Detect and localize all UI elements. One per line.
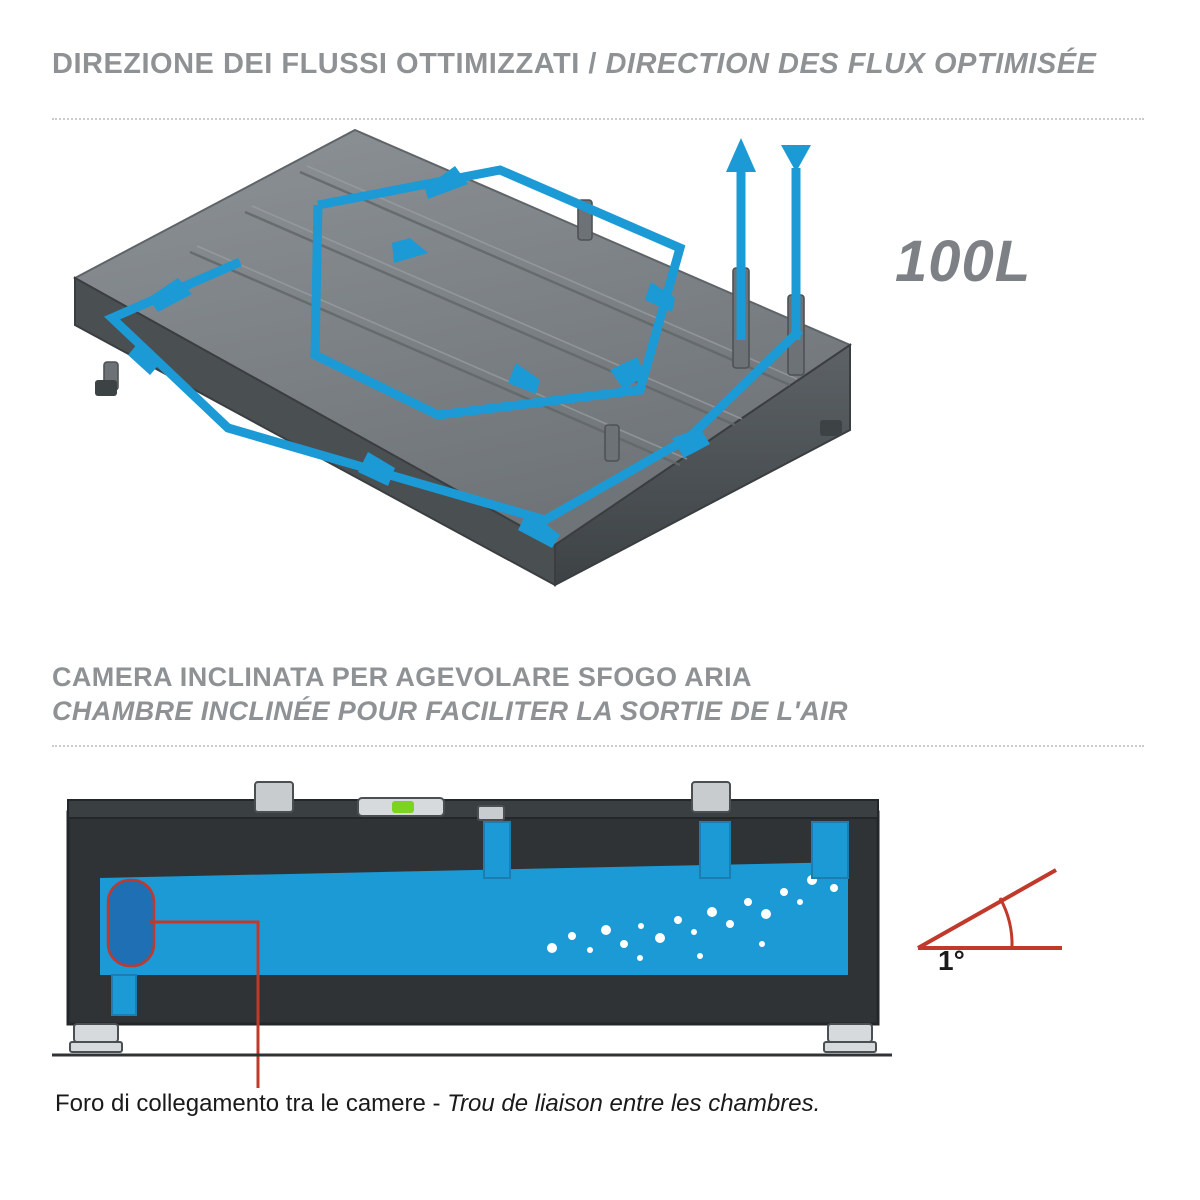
volume-label: 100L [895, 229, 1032, 294]
angle-value-label: 1° [938, 945, 965, 976]
angle-indicator [918, 870, 1062, 948]
chamber-hole-caption [55, 1090, 820, 1118]
tank-isometric [75, 130, 850, 585]
flow-arrowheads-lower [128, 278, 710, 548]
chamber-hole-caption-it: Foro di collegamento tra le camere - [55, 1090, 441, 1117]
chamber-hole-caption-fr: Trou de liaison entre les chambres. [447, 1090, 821, 1117]
section-flow-title-it: DIREZIONE DEI FLUSSI OTTIMIZZATI [52, 48, 580, 80]
flow-arrowheads-upper [392, 166, 675, 394]
section-chamber-title-fr: CHAMBRE INCLINÉE POUR FACILITER LA SORTIE DE L'AIR [52, 696, 848, 726]
divider-top [52, 118, 1144, 120]
section-flow-title-separator: / [588, 48, 597, 80]
section-chamber-title-it: CAMERA INCLINATA PER AGEVOLARE SFOGO ARIA [52, 662, 752, 692]
section-flow-title-fr: DIRECTION DES FLUX OPTIMISÉE [605, 48, 1097, 80]
section-flow-title [52, 48, 1096, 81]
tank-section-view [52, 782, 1062, 1088]
divider-middle [52, 745, 1144, 747]
air-bubbles [547, 875, 838, 961]
section-chamber-title [52, 660, 848, 728]
